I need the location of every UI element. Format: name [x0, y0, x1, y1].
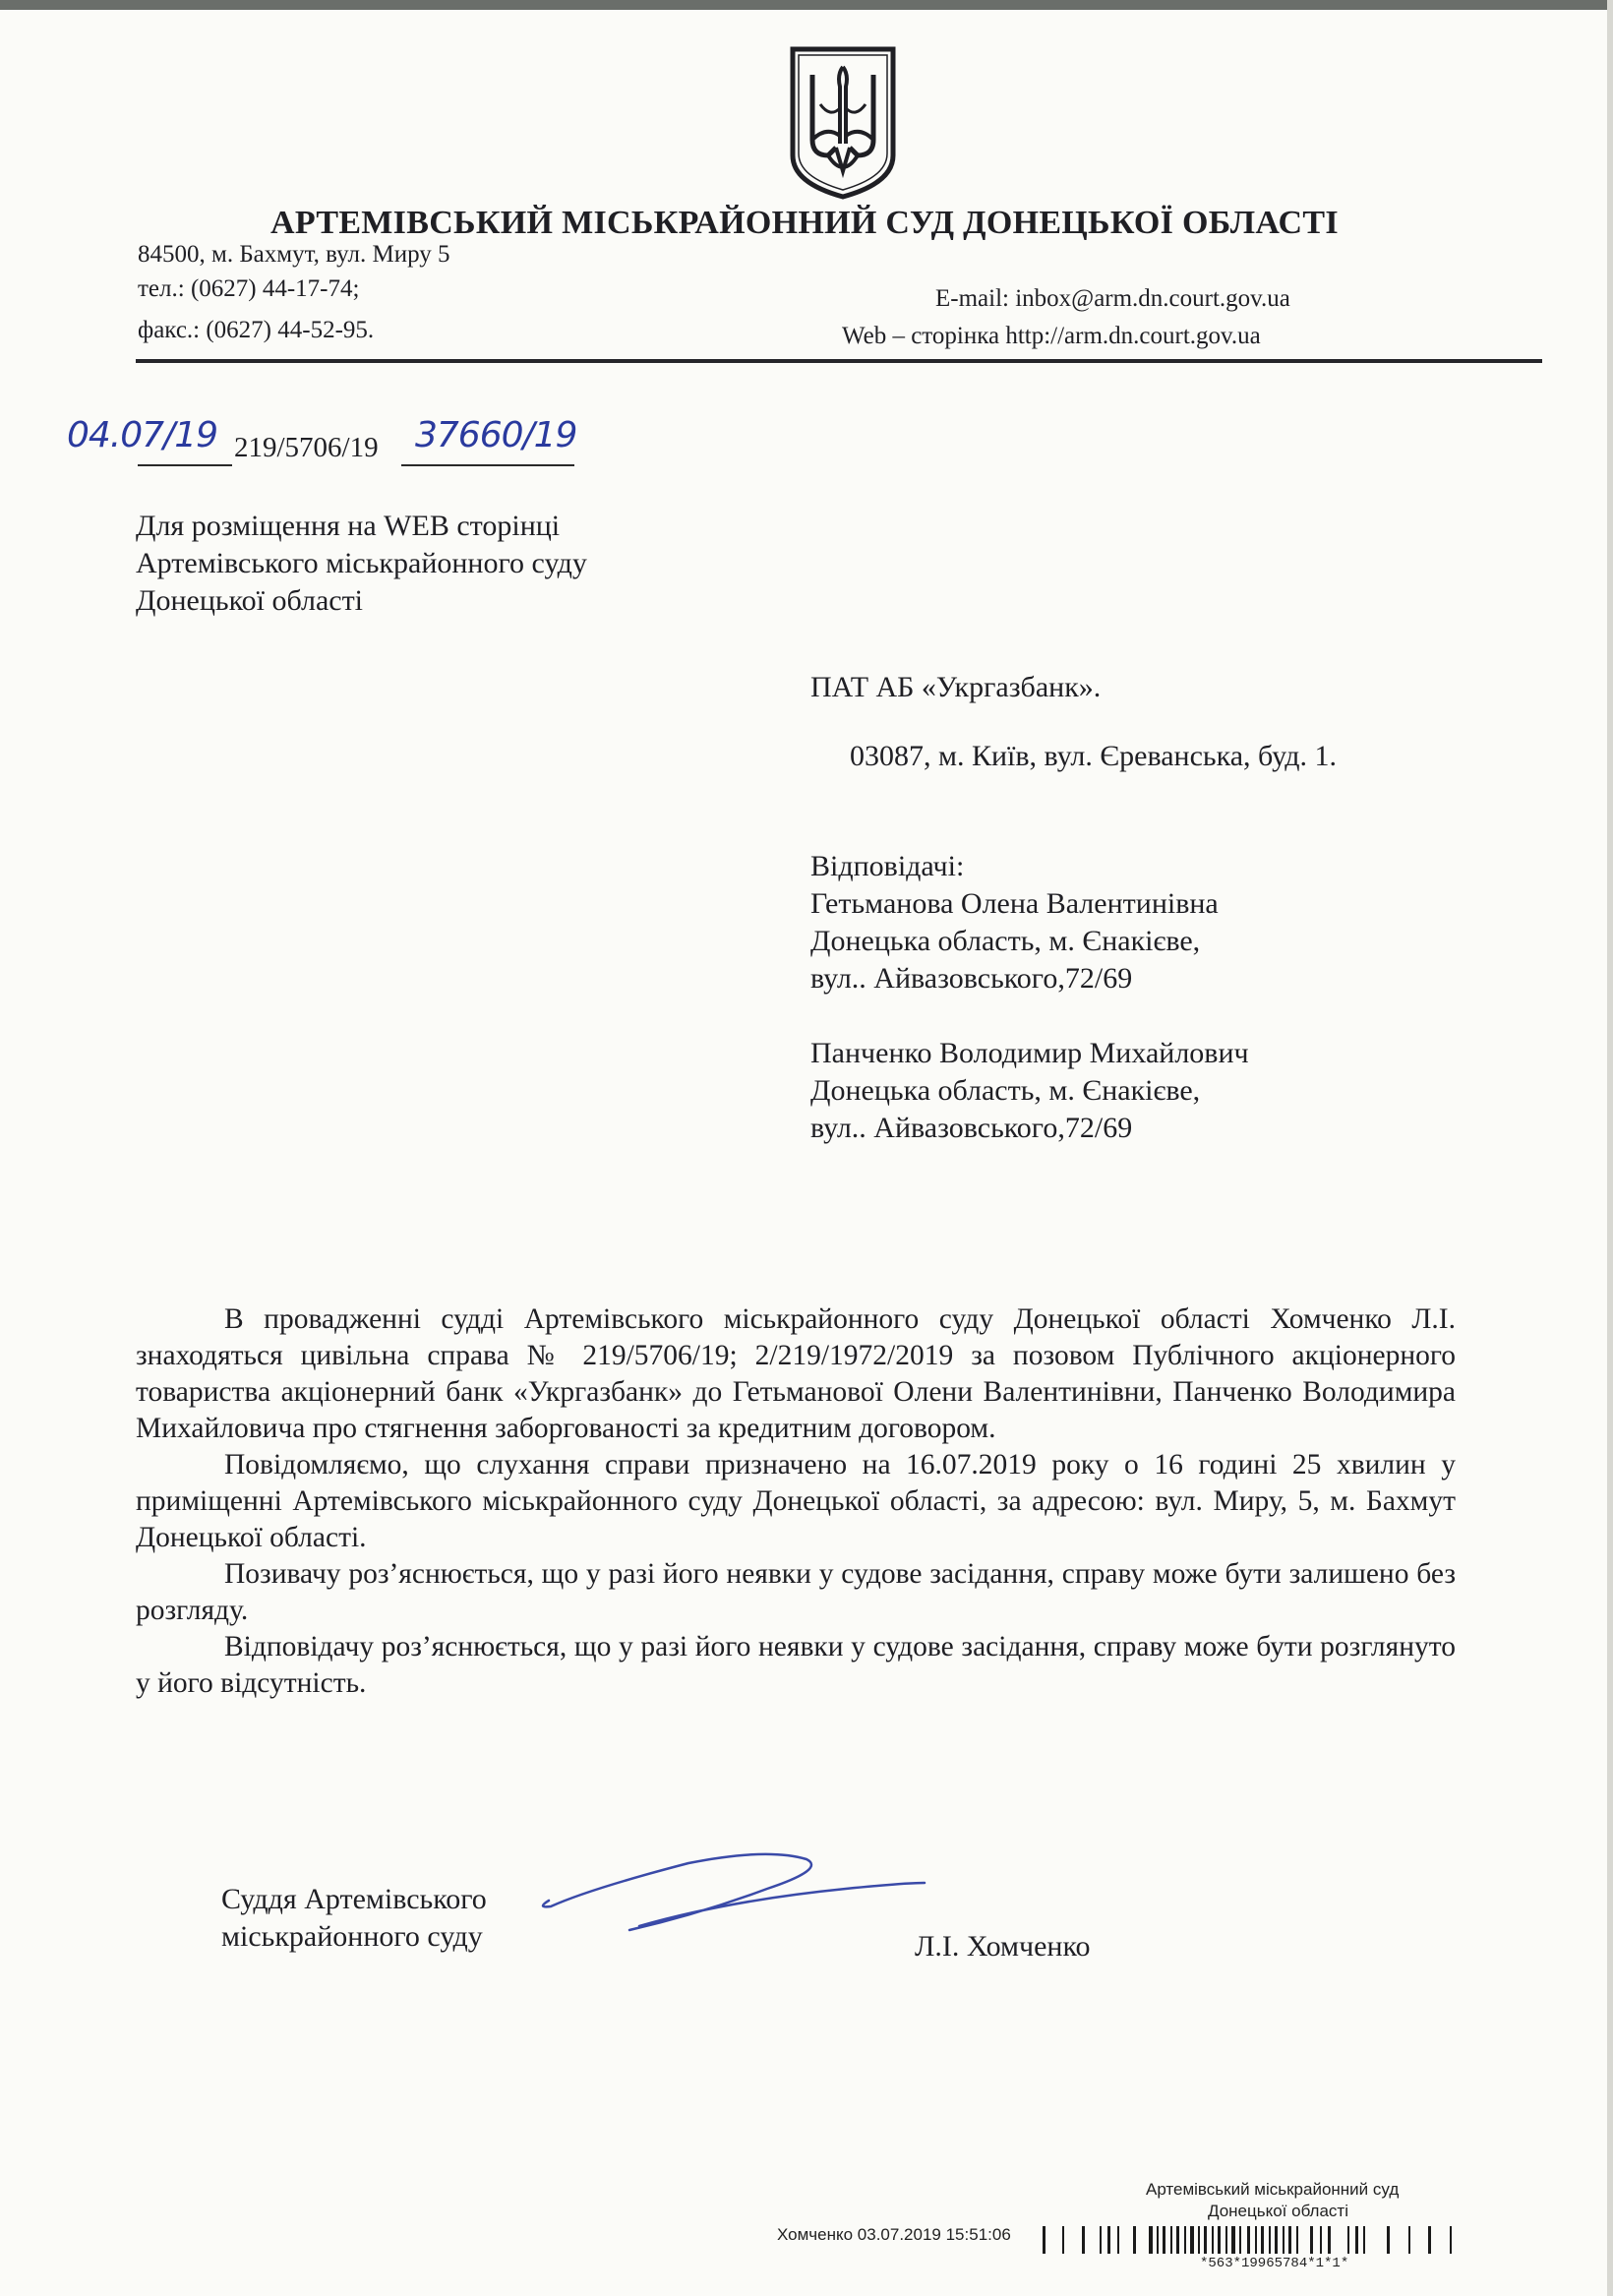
stamp-author-datetime: Хомченко 03.07.2019 15:51:06 [777, 2225, 1011, 2244]
stamp-court-name: Артемівський міськрайонний суд [1146, 2180, 1400, 2199]
number-underline [401, 464, 574, 466]
signatory-title-line: міськрайонного суду [221, 1920, 483, 1953]
body-paragraph: В провадженні судді Артемівського міськрайонного суду Донецької області Хомченко Л.І. знаходяться цивільна справа № 219/5706/19; 2/219/1972/2019 за позовом Публічного акціонерного товариства акціонерний банк «Укргазбанк» до Гетьманової Олени Валентинівни, Панченко Володимира Михайловича про стягнення заборгованості за кредитним договором. [136, 1303, 1456, 1444]
body-paragraph: Повідомляємо, що слухання справи призначено на 16.07.2019 року о 16 годині 25 хвилин у приміщенні Артемівського міськрайонного суду Донецької області, за адресою: вул. Миру, 5, м. Бахмут Донецької області. [136, 1449, 1456, 1553]
web-note-line: Для розміщення на WEB сторінці [136, 510, 561, 542]
header-divider [136, 359, 1542, 363]
defendant-address: Донецька область, м. Єнакієве, [810, 925, 1201, 957]
scan-edge-right [1607, 0, 1613, 2296]
defendants-block [810, 848, 1249, 1147]
letter-body [136, 1301, 1456, 1702]
body-paragraph: Позивачу роз’яснюється, що у разі його неявки у судове засідання, справу може бути залишено без розгляду. [136, 1558, 1456, 1626]
judge-name: Л.І. Хомченко [915, 1930, 1091, 1963]
signatory-title [221, 1881, 487, 1956]
stamp-court-region: Донецької області [1208, 2202, 1348, 2220]
court-email: E-mail: inbox@arm.dn.court.gov.ua [935, 285, 1290, 312]
barcode-text: *563*19965784*1*1* [1200, 2256, 1349, 2267]
web-note-line: Донецької області [136, 584, 364, 617]
date-underline [138, 464, 232, 466]
handwritten-date: 04.07/19 [67, 415, 217, 455]
defendant-address: вул.. Айвазовського,72/69 [810, 962, 1133, 995]
defendant-name: Гетьманова Олена Валентинівна [810, 887, 1219, 920]
court-fax: факс.: (0627) 44-52-95. [138, 317, 375, 343]
scan-edge [0, 0, 1613, 10]
court-website: Web – сторінка http://arm.dn.court.gov.ua [842, 323, 1261, 349]
defendant-name: Панченко Володимир Михайлович [810, 1037, 1249, 1069]
plaintiff-address: 03087, м. Київ, вул. Єреванська, буд. 1. [850, 740, 1338, 772]
defendants-label: Відповідачі: [810, 850, 965, 882]
signatory-title-line: Суддя Артемівського [221, 1883, 487, 1915]
body-paragraph: Відповідачу роз’яснюється, що у разі його неявки у судове засідання, справу може бути розглянуто у його відсутність. [136, 1631, 1456, 1699]
document-barcode [1043, 2220, 1534, 2267]
coat-of-arms-emblem [787, 45, 899, 201]
court-phone: тел.: (0627) 44-17-74; [138, 275, 360, 302]
case-number: 219/5706/19 [234, 432, 379, 463]
court-name-heading: АРТЕМІВСЬКИЙ МІСЬКРАЙОННИЙ СУД ДОНЕЦЬКОЇ ОБЛАСТІ [270, 205, 1339, 241]
handwritten-outgoing-number: 37660/19 [415, 415, 577, 455]
defendant-address: вул.. Айвазовського,72/69 [810, 1112, 1133, 1144]
defendant-address: Донецька область, м. Єнакієве, [810, 1074, 1201, 1107]
court-address: 84500, м. Бахмут, вул. Миру 5 [138, 241, 450, 268]
web-publication-note [136, 508, 587, 620]
plaintiff-name: ПАТ АБ «Укргазбанк». [810, 671, 1102, 703]
handwritten-signature [531, 1849, 944, 1948]
web-note-line: Артемівського міськрайонного суду [136, 547, 587, 579]
